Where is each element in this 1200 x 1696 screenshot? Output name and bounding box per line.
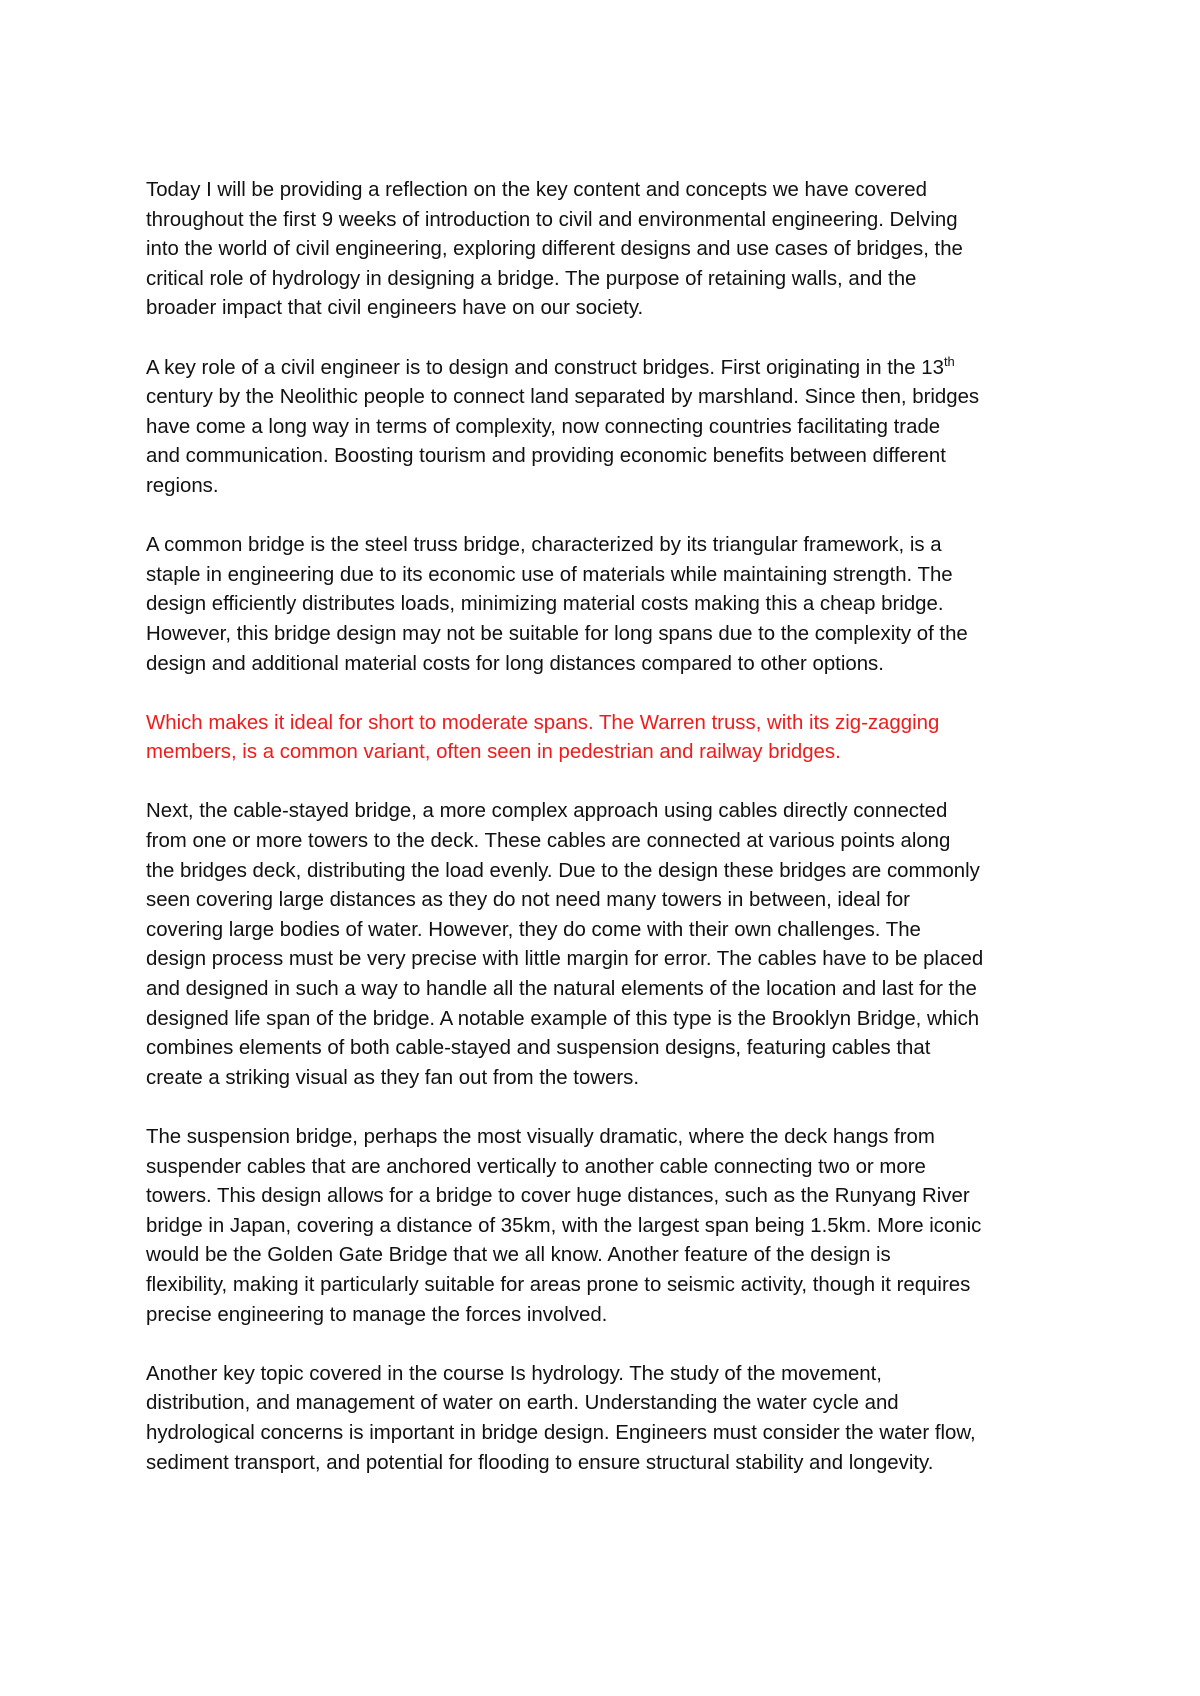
paragraph-cable-stayed-bridge: Next, the cable-stayed bridge, a more complex approach using cables directly connected from one or more towers to the deck. These cables are connected at various points along the bridges deck, distributing the load evenly. Due to the design these bridges are commonly seen covering large distances as they do not need many towers in between, ideal for covering large bodies of water. However, they do come with their own challenges. The design process must be very precise with little margin for error. The cables have to be placed and designed in such a way to handle all the natural elements of the location and last for the designed life span of the bridge. A notable example of this type is the Brooklyn Bridge, which combines elements of both cable-stayed and suspension designs, featuring cables that create a striking visual as they fan out from the towers. — [146, 800, 984, 1089]
paragraph-steel-truss-bridge: A common bridge is the steel truss bridge, characterized by its triangular framework, is a staple in engineering due to its economic use of materials while maintaining strength. The design efficiently distributes loads, minimizing material costs making this a cheap bridge. However, this bridge design may not be suitable for long spans due to the complexity of the design and additional material costs for long distances compared to other options. — [146, 534, 968, 675]
paragraph-text-before-superscript: A key role of a civil engineer is to design and construct bridges. First originating in the 13 — [146, 356, 944, 379]
ordinal-superscript: th — [943, 353, 955, 369]
paragraph-text-after-superscript: century by the Neolithic people to connect land separated by marshland. Since then, bridges have come a long way in terms of complexity, now connecting countries facilitating trade and communication. Boosting tourism and providing economic benefits between different regions. — [146, 386, 980, 497]
document-body — [146, 176, 1074, 1508]
paragraph-warren-truss-highlighted: Which makes it ideal for short to moderate spans. The Warren truss, with its zig-zagging members, is a common variant, often seen in pedestrian and railway bridges. — [146, 711, 940, 764]
paragraph-suspension-bridge: The suspension bridge, perhaps the most visually dramatic, where the deck hangs from suspender cables that are anchored vertically to another cable connecting two or more towers. This design allows for a bridge to cover huge distances, such as the Runyang River bridge in Japan, covering a distance of 35km, with the largest span being 1.5km. More iconic would be the Golden Gate Bridge that we all know. Another feature of the design is flexibility, making it particularly suitable for areas prone to seismic activity, though it requires precise engineering to manage the forces involved. — [146, 1126, 982, 1326]
paragraph-intro: Today I will be providing a reflection on the key content and concepts we have covered throughout the first 9 weeks of introduction to civil and environmental engineering. Delving into the world of civil engineering, exploring different designs and use cases of bridges, the critical role of hydrology in designing a bridge. The purpose of retaining walls, and the broader impact that civil engineers have on our society. — [146, 179, 963, 320]
paragraph-civil-engineer-bridges — [146, 354, 1074, 502]
paragraph-hydrology: Another key topic covered in the course Is hydrology. The study of the movement, distribution, and management of water on earth. Understanding the water cycle and hydrological concerns is important in bridge design. Engineers must consider the water flow, sediment transport, and potential for flooding to ensure structural stability and longevity. — [146, 1362, 976, 1474]
